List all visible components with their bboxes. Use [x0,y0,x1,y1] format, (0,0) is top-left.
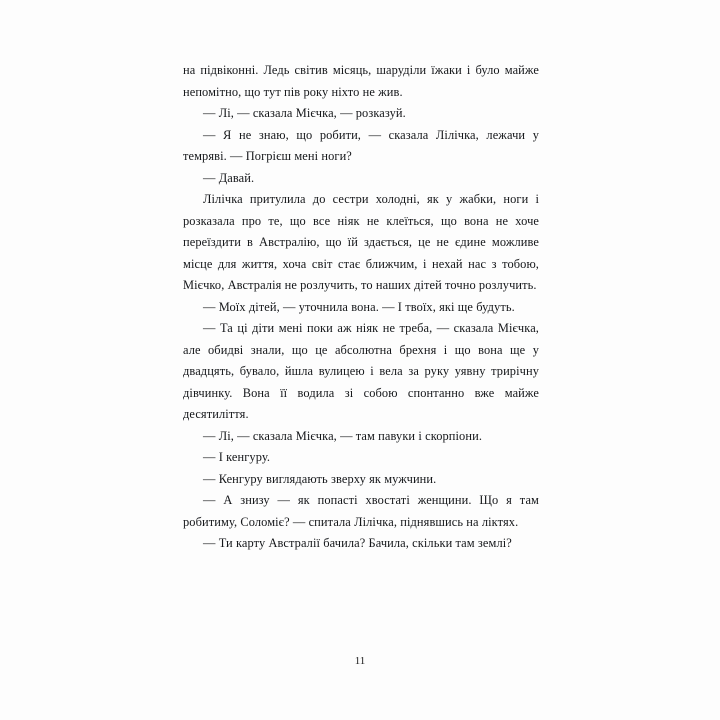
paragraph: Лілічка притулила до сестри холодні, як у жабки, ноги і розказала про те, що все ніяк не клеїться, що вона не хоче переїздити в Австралію, що їй здається, це не єдине можливе місце для життя, хоча світ стає ближчим, і нехай нас з тобою, Мієчко, Австралія не розлучить, то наших дітей точно розлучить. [183,192,539,292]
paragraph: — Та ці діти мені поки аж ніяк не треба, — сказала Мієчка, але обидві знали, що це абсолютна брехня і що вона ще у двадцять, бувало, йшла вулицею і вела за руку уявну трирічну дівчинку. Вона її водила зі собою спонтанно вже майже десятиліття. [183,321,539,421]
paragraph: на підвіконні. Ледь світив місяць, шаруділи їжаки і було майже непомітно, що тут пів року ніхто не жив. [183,63,539,99]
paragraph: — Лі, — сказала Мієчка, — там павуки і скорпіони. [203,428,483,443]
body-text-column [183,60,539,555]
paragraph: — Моїх дітей, — уточнила вона. — І твоїх, які ще будуть. [203,299,515,314]
paragraph: — Кенгуру виглядають зверху як мужчини. [203,471,437,486]
paragraph: — А знизу — як попасті хвостаті женщини. Що я там робитиму, Соломіє? — спитала Лілічка, піднявшись на ліктях. [183,493,539,529]
paragraph: — Ти карту Австралії бачила? Бачила, скільки там землі? [203,536,512,550]
paragraph: — І кенгуру. [203,450,271,464]
paragraph: — Давай. [203,170,255,185]
paragraph: — Лі, — сказала Мієчка, — розказуй. [203,106,406,120]
paragraph: — Я не знаю, що робити, — сказала Лілічка, лежачи у темряві. — Погрієш мені ноги? [183,127,539,163]
page-number: 11 [354,655,366,667]
